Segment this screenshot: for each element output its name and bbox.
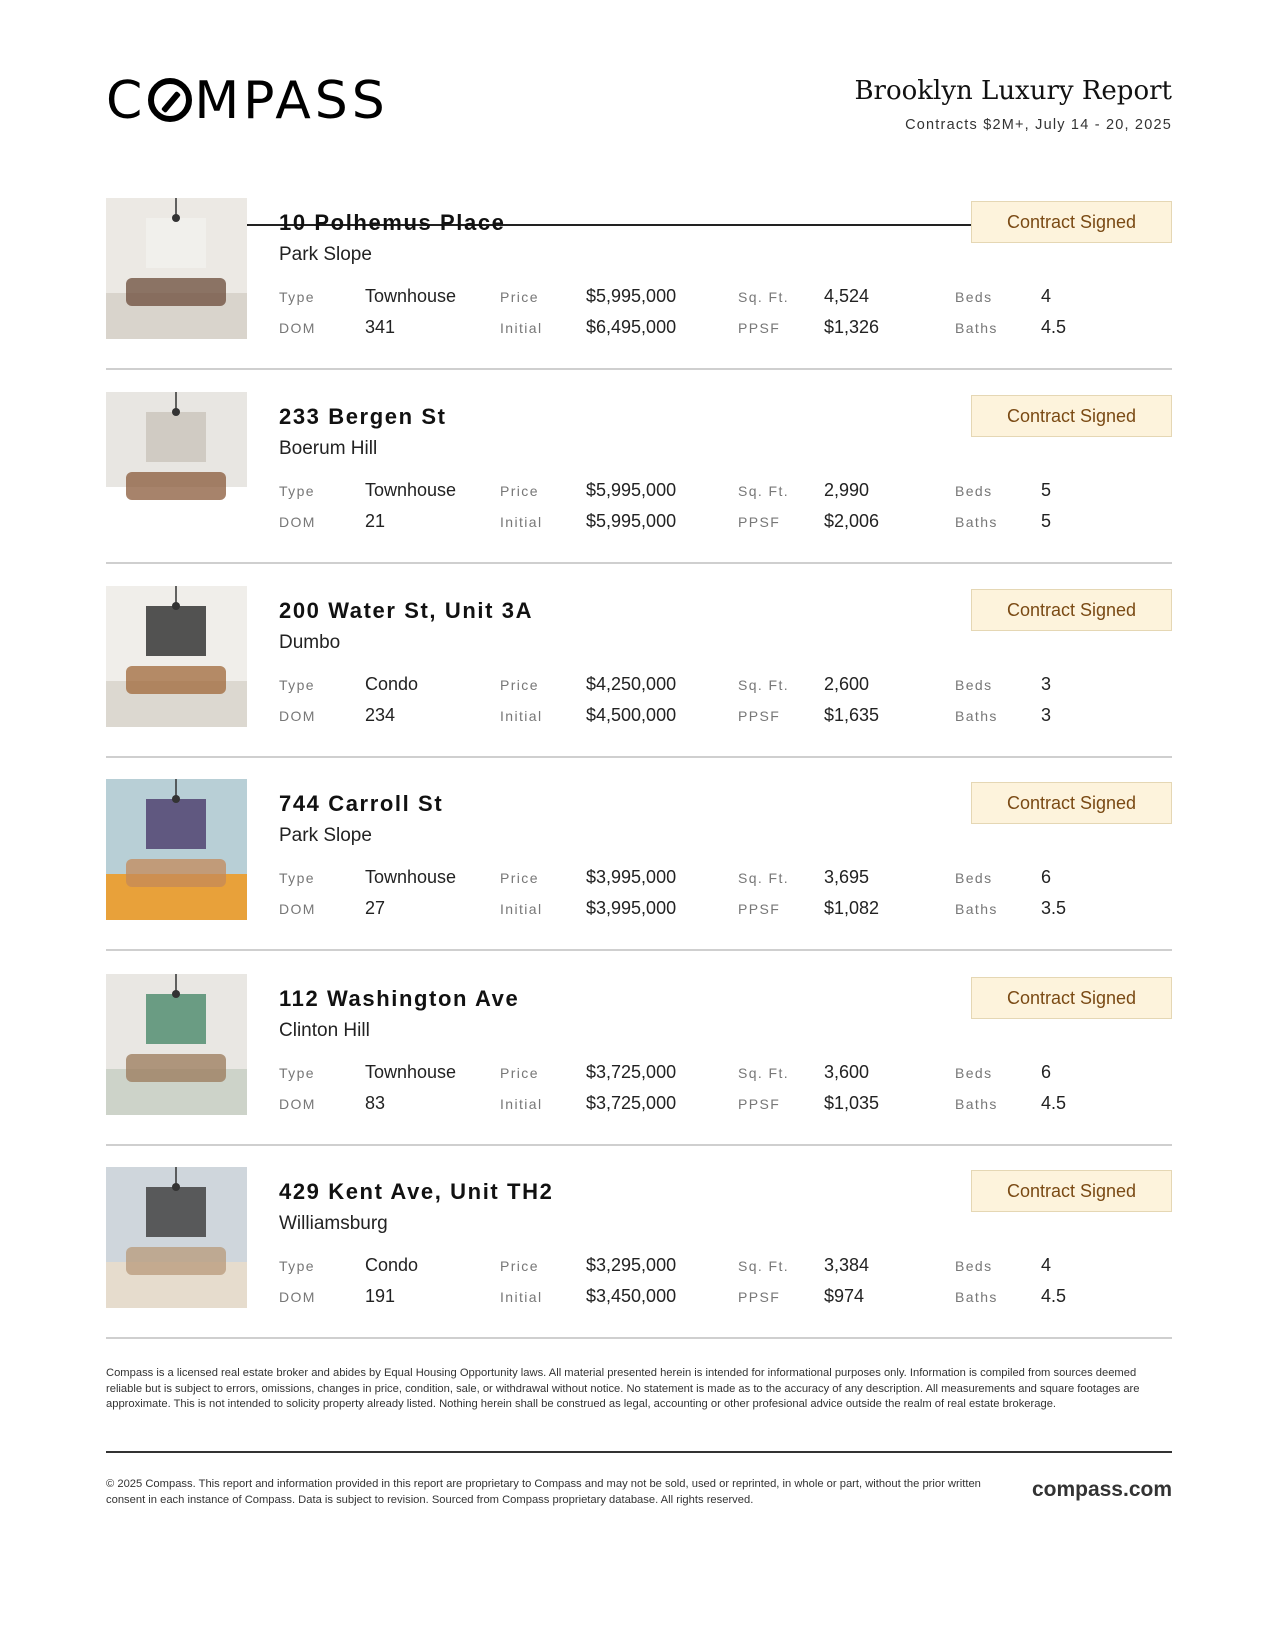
sqft-label: Sq. Ft. (738, 870, 790, 886)
type-label: Type (279, 677, 315, 693)
listing-row-1 (106, 198, 1172, 392)
sqft-value: 2,600 (824, 674, 870, 694)
copyright-text: © 2025 Compass. This report and information provided in this report are proprietary to Compass and may not be sold, used or reprinted, in whole or part, without the prior written consent in each instance of Compass. Data is subject to revision. Sourced from Compass proprietary database. All rights reserved. (106, 1478, 981, 1506)
price-value: $3,725,000 (586, 1062, 677, 1082)
type-label: Type (279, 1065, 315, 1081)
baths-label: Baths (955, 320, 998, 336)
listing-divider (106, 949, 1172, 951)
baths-value: 3 (1041, 705, 1052, 725)
price-value: $3,295,000 (586, 1255, 677, 1275)
listing-neighborhood: Williamsburg (279, 1213, 388, 1234)
status-badge: Contract Signed (971, 977, 1172, 1019)
dom-value: 27 (365, 898, 386, 918)
initial-value: $5,995,000 (586, 511, 677, 531)
initial-value: $6,495,000 (586, 317, 677, 337)
listing-address[interactable]: 10 Polhemus Place (279, 210, 506, 235)
baths-value: 4.5 (1041, 317, 1067, 337)
sqft-label: Sq. Ft. (738, 1258, 790, 1274)
price-label: Price (500, 1065, 539, 1081)
listing-address[interactable]: 233 Bergen St (279, 404, 447, 429)
sqft-value: 4,524 (824, 286, 870, 306)
listing-photo[interactable] (106, 586, 247, 727)
ppsf-value: $974 (824, 1286, 865, 1306)
ppsf-label: PPSF (738, 320, 781, 336)
initial-label: Initial (500, 901, 543, 917)
listing-neighborhood: Dumbo (279, 632, 341, 653)
listing-photo[interactable] (106, 1167, 247, 1308)
ppsf-label: PPSF (738, 708, 781, 724)
dom-label: DOM (279, 901, 316, 917)
listing-divider (106, 756, 1172, 758)
dom-value: 234 (365, 705, 396, 725)
listing-divider (106, 562, 1172, 564)
report-subtitle: Contracts $2M+, July 14 - 20, 2025 (905, 117, 1172, 133)
type-value: Townhouse (365, 1062, 457, 1082)
ppsf-value: $1,326 (824, 317, 880, 337)
type-label: Type (279, 483, 315, 499)
baths-value: 5 (1041, 511, 1052, 531)
price-label: Price (500, 870, 539, 886)
type-value: Townhouse (365, 867, 457, 887)
logo-wordmark: C MPASS (106, 71, 389, 131)
listing-photo[interactable] (106, 198, 247, 339)
beds-label: Beds (955, 870, 993, 886)
listing-neighborhood: Park Slope (279, 244, 372, 265)
type-label: Type (279, 289, 315, 305)
dom-value: 21 (365, 511, 386, 531)
listing-address[interactable]: 200 Water St, Unit 3A (279, 598, 534, 623)
status-badge: Contract Signed (971, 395, 1172, 437)
initial-value: $3,450,000 (586, 1286, 677, 1306)
interior-photo-icon (106, 198, 247, 339)
beds-label: Beds (955, 289, 993, 305)
listing-row-2 (106, 392, 1172, 586)
ppsf-value: $2,006 (824, 511, 880, 531)
initial-value: $4,500,000 (586, 705, 677, 725)
status-badge: Contract Signed (971, 1170, 1172, 1212)
disclaimer-text: Compass is a licensed real estate broker and abides by Equal Housing Opportunity laws. All material presented herein is intended for informational purposes only. Information is compiled from sources deemed reliable but is subject to errors, omissions, changes in price, condition, sale, or withdrawal without notice. No statement is made as to the accuracy of any description. All measurements and square footages are approximate. This is not intended to solicity property already listed. Nothing herein shall be construed as legal, accounting or other profesional advice outside the realm of real estate brokerage. (106, 1367, 1140, 1410)
dom-label: DOM (279, 320, 316, 336)
beds-value: 4 (1041, 286, 1052, 306)
price-value: $5,995,000 (586, 286, 677, 306)
listing-photo[interactable] (106, 779, 247, 920)
sqft-label: Sq. Ft. (738, 677, 790, 693)
ppsf-value: $1,035 (824, 1093, 880, 1113)
baths-label: Baths (955, 708, 998, 724)
listing-divider (106, 1337, 1172, 1339)
interior-photo-icon (106, 974, 247, 1115)
initial-label: Initial (500, 514, 543, 530)
price-value: $3,995,000 (586, 867, 677, 887)
type-value: Townhouse (365, 480, 457, 500)
footer-divider (106, 1451, 1172, 1453)
type-value: Condo (365, 674, 419, 694)
ppsf-label: PPSF (738, 1289, 781, 1305)
beds-value: 5 (1041, 480, 1052, 500)
beds-label: Beds (955, 483, 993, 499)
interior-photo-icon (106, 779, 247, 920)
dom-label: DOM (279, 514, 316, 530)
listing-row-4 (106, 779, 1172, 973)
type-value: Townhouse (365, 286, 457, 306)
price-value: $4,250,000 (586, 674, 677, 694)
interior-photo-icon (106, 392, 247, 533)
price-label: Price (500, 1258, 539, 1274)
initial-label: Initial (500, 1289, 543, 1305)
type-label: Type (279, 870, 315, 886)
beds-value: 6 (1041, 1062, 1052, 1082)
ppsf-label: PPSF (738, 514, 781, 530)
baths-label: Baths (955, 901, 998, 917)
listing-photo[interactable] (106, 392, 247, 533)
baths-value: 4.5 (1041, 1286, 1067, 1306)
baths-label: Baths (955, 514, 998, 530)
report-header (106, 70, 1172, 156)
sqft-label: Sq. Ft. (738, 1065, 790, 1081)
beds-label: Beds (955, 1065, 993, 1081)
listing-neighborhood: Park Slope (279, 825, 372, 846)
baths-value: 3.5 (1041, 898, 1067, 918)
compass-logo (106, 71, 389, 131)
status-badge: Contract Signed (971, 782, 1172, 824)
ppsf-value: $1,635 (824, 705, 880, 725)
price-label: Price (500, 289, 539, 305)
interior-photo-icon (106, 586, 247, 727)
listing-divider (106, 368, 1172, 370)
initial-label: Initial (500, 320, 543, 336)
dom-label: DOM (279, 1096, 316, 1112)
baths-value: 4.5 (1041, 1093, 1067, 1113)
price-value: $5,995,000 (586, 480, 677, 500)
dom-value: 191 (365, 1286, 396, 1306)
dom-label: DOM (279, 1289, 316, 1305)
beds-label: Beds (955, 1258, 993, 1274)
baths-label: Baths (955, 1289, 998, 1305)
listing-address[interactable]: 429 Kent Ave, Unit TH2 (279, 1179, 554, 1204)
initial-label: Initial (500, 708, 543, 724)
beds-value: 6 (1041, 867, 1052, 887)
beds-value: 3 (1041, 674, 1052, 694)
listing-photo[interactable] (106, 974, 247, 1115)
type-label: Type (279, 1258, 315, 1274)
ppsf-label: PPSF (738, 901, 781, 917)
listing-row-6 (106, 1167, 1172, 1361)
dom-label: DOM (279, 708, 316, 724)
sqft-label: Sq. Ft. (738, 289, 790, 305)
listing-divider (106, 1144, 1172, 1146)
listing-address[interactable]: 744 Carroll St (279, 791, 444, 816)
initial-value: $3,995,000 (586, 898, 677, 918)
sqft-label: Sq. Ft. (738, 483, 790, 499)
ppsf-value: $1,082 (824, 898, 880, 918)
beds-label: Beds (955, 677, 993, 693)
beds-value: 4 (1041, 1255, 1052, 1275)
interior-photo-icon (106, 1167, 247, 1308)
price-label: Price (500, 483, 539, 499)
report-title: Brooklyn Luxury Report (854, 76, 1172, 106)
ppsf-label: PPSF (738, 1096, 781, 1112)
listing-address[interactable]: 112 Washington Ave (279, 986, 520, 1011)
logo-o-mark (148, 78, 192, 122)
sqft-value: 2,990 (824, 480, 870, 500)
dom-value: 341 (365, 317, 396, 337)
status-badge: Contract Signed (971, 201, 1172, 243)
sqft-value: 3,695 (824, 867, 870, 887)
listing-neighborhood: Boerum Hill (279, 438, 378, 459)
listing-row-3 (106, 586, 1172, 780)
price-label: Price (500, 677, 539, 693)
baths-label: Baths (955, 1096, 998, 1112)
initial-label: Initial (500, 1096, 543, 1112)
sqft-value: 3,600 (824, 1062, 870, 1082)
dom-value: 83 (365, 1093, 386, 1113)
website-link[interactable]: compass.com (1031, 1478, 1172, 1501)
sqft-value: 3,384 (824, 1255, 870, 1275)
initial-value: $3,725,000 (586, 1093, 677, 1113)
type-value: Condo (365, 1255, 419, 1275)
status-badge: Contract Signed (971, 589, 1172, 631)
listing-neighborhood: Clinton Hill (279, 1020, 370, 1041)
listing-row-5 (106, 974, 1172, 1168)
